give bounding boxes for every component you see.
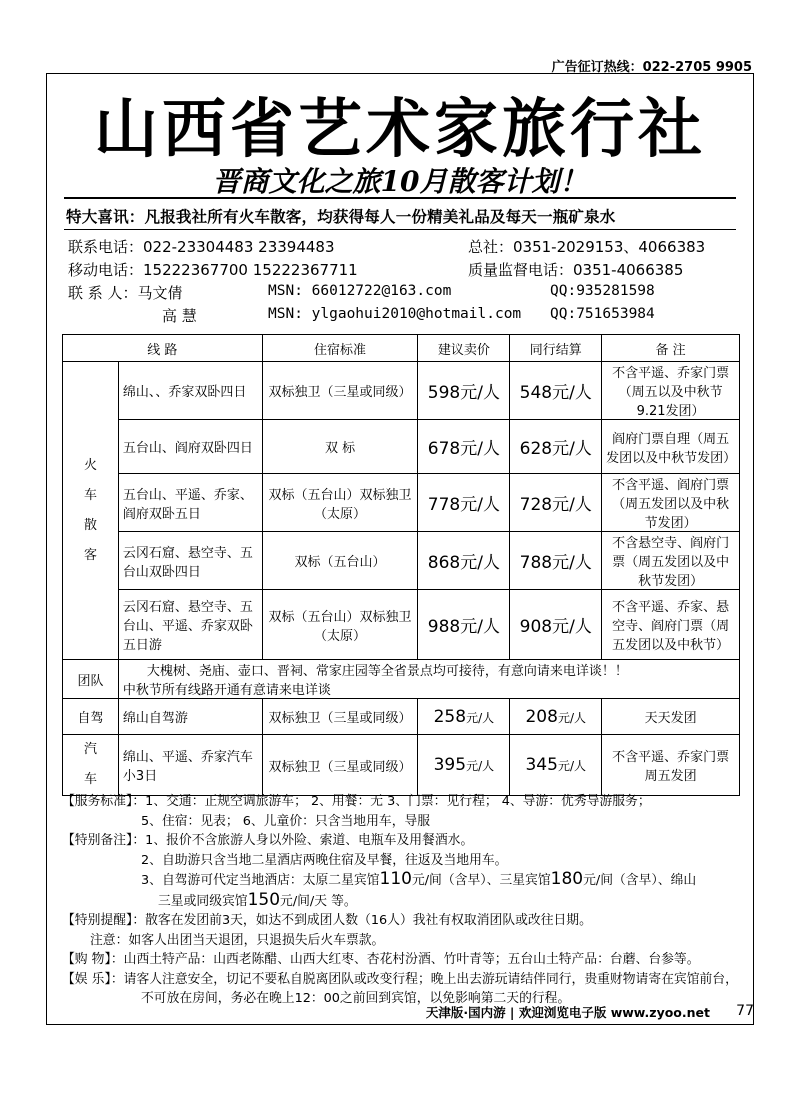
peer-cell: 908元/人 <box>510 590 602 660</box>
hotel-cell: 双标（五台山）双标独卫（太原） <box>262 590 418 660</box>
train-label: 火 车 散 客 <box>63 362 119 660</box>
note-cell: 阎府门票自理（周五发团以及中秋节发团） <box>602 420 740 474</box>
table-row <box>63 420 740 474</box>
special-note-2: 2、自助游只含当地二星酒店两晚住宿及早餐，往返及当地用车。 <box>141 852 508 868</box>
route-cell: 云冈石窟、悬空寺、五台山、平遥、乔家双卧五日游 <box>118 590 262 660</box>
route-cell: 绵山、平遥、乔家汽车小3日 <box>118 735 262 796</box>
route-cell: 云冈石窟、悬空寺、五台山双卧四日 <box>118 532 262 590</box>
price-cell: 678元/人 <box>418 420 510 474</box>
route-table <box>62 334 740 796</box>
footer-text: 天津版·国内游 | 欢迎浏览电子版 www.zyoo.net <box>425 1005 710 1020</box>
special-reminder-1: 【特别提醒】：散客在发团前3天，如达不到成团人数（16人）我社有权取消团队或改往日期。 <box>62 913 592 928</box>
header-route: 线 路 <box>63 335 263 362</box>
header-note: 备 注 <box>602 335 740 362</box>
table-header <box>63 335 740 362</box>
peer-cell: 728元/人 <box>510 474 602 532</box>
price-cell: 868元/人 <box>418 532 510 590</box>
self-drive-row <box>63 699 740 735</box>
group-text: 大槐树、尧庙、壶口、晋祠、常家庄园等全省景点均可接待，有意向请来电详谈！！ 中秋节所有线路开通有意请来电详谈 <box>118 660 739 699</box>
peer-cell: 208元/人 <box>510 699 602 735</box>
route-cell: 五台山、平遥、乔家、阎府双卧五日 <box>118 474 262 532</box>
price-cell: 778元/人 <box>418 474 510 532</box>
ad-hotline: 广告征订热线：022-2705 9905 <box>551 60 752 75</box>
page-number: 77 <box>736 1003 754 1019</box>
tour-subtitle: 晋商文化之旅10月散客计划！ <box>212 165 588 198</box>
divider <box>64 197 736 199</box>
price-cell: 598元/人 <box>418 362 510 420</box>
group-label: 团队 <box>63 660 119 699</box>
header-hotel: 住宿标准 <box>262 335 418 362</box>
group-row <box>63 660 740 699</box>
entertainment-note: 【娱 乐】：请客人注意安全，切记不要私自脱离团队或改变行程；晚上出去游玩请结伴同行，贵重财物请寄在宾馆前台，不可放在房间，务必在晚上12：00之前回到宾馆，以免影响第二天的行程。 <box>62 971 738 1006</box>
note-cell: 不含平遥、乔家门票周五发团 <box>602 735 740 796</box>
service-standard-1: 【服务标准】：1、交通：正规空调旅游车； 2、用餐：无 3、门票：见行程； 4、导游：优秀导游服务； <box>62 794 651 809</box>
price-cell: 988元/人 <box>418 590 510 660</box>
special-note-1: 【特别备注】：1、报价不含旅游人身以外险、索道、电瓶车及用餐酒水。 <box>62 833 474 848</box>
contact-msn-2: MSN: ylgaohui2010@hotmail.com <box>268 306 522 322</box>
contact-qq-2: QQ:751653984 <box>550 306 655 322</box>
note-cell: 不含平遥、阎府门票（周五发团以及中秋节发团） <box>602 474 740 532</box>
table-row <box>63 532 740 590</box>
note-cell: 天天发团 <box>602 699 740 735</box>
special-note-3: 3、自驾游可代定当地酒店：太原二星宾馆110元/间（含早）、三星宾馆180元/间（含早）、绵山 <box>141 869 697 889</box>
route-cell: 五台山、阎府双卧四日 <box>118 420 262 474</box>
contact-msn-1: MSN: 66012722@163.com <box>268 283 452 299</box>
note-cell: 不含平遥、乔家门票（周五以及中秋节9.21发团） <box>602 362 740 420</box>
contact-quality: 质量监督电话：0351-4066385 <box>468 261 684 279</box>
peer-cell: 628元/人 <box>510 420 602 474</box>
hotel-cell: 双 标 <box>262 420 418 474</box>
header-price: 建议卖价 <box>418 335 510 362</box>
contact-mobile: 移动电话：15222367700 15222367711 <box>68 261 358 279</box>
route-cell: 绵山自驾游 <box>118 699 262 735</box>
hotel-cell: 双标（五台山）双标独卫（太原） <box>262 474 418 532</box>
contact-hq: 总社：0351-2029153、4066383 <box>468 238 706 256</box>
divider <box>64 229 736 230</box>
shopping-note: 【购 物】：山西土特产品：山西老陈醋、山西大红枣、杏花村汾酒、竹叶青等；五台山土特产品：台蘑、台参等。 <box>62 952 700 967</box>
hotel-cell: 双标独卫（三星或同级） <box>262 699 418 735</box>
agency-title: 山西省艺术家旅行社 <box>94 92 706 167</box>
note-cell: 不含平遥、乔家、悬空寺、阎府门票（周五发团以及中秋节） <box>602 590 740 660</box>
table-row <box>63 362 740 420</box>
self-drive-label: 自驾 <box>63 699 119 735</box>
notes-section <box>62 792 742 1009</box>
contact-phone: 联系电话：022-23304483 23394483 <box>68 238 335 256</box>
hotel-cell: 双标独卫（三星或同级） <box>262 735 418 796</box>
price-cell: 395元/人 <box>418 735 510 796</box>
contact-person-2: 高 慧 <box>162 307 197 325</box>
table-row <box>63 590 740 660</box>
promo-banner: 特大喜讯：凡报我社所有火车散客，均获得每人一份精美礼品及每天一瓶矿泉水 <box>66 208 616 226</box>
bus-row <box>63 735 740 796</box>
note-cell: 不含悬空寺、阎府门票（周五发团以及中秋节发团） <box>602 532 740 590</box>
contact-qq-1: QQ:935281598 <box>550 283 655 299</box>
special-reminder-2: 注意：如客人出团当天退团，只退损失后火车票款。 <box>90 932 385 948</box>
peer-cell: 345元/人 <box>510 735 602 796</box>
service-standard-2: 5、住宿：见表； 6、儿童价：只含当地用车，导服 <box>141 813 431 829</box>
header-peer: 同行结算 <box>510 335 602 362</box>
special-note-3-cont: 三星或同级宾馆150元/间/天 等。 <box>158 889 357 910</box>
table-row <box>63 474 740 532</box>
price-cell: 258元/人 <box>418 699 510 735</box>
route-cell: 绵山、、乔家双卧四日 <box>118 362 262 420</box>
hotel-cell: 双标独卫（三星或同级） <box>262 362 418 420</box>
hotel-cell: 双标（五台山） <box>262 532 418 590</box>
peer-cell: 788元/人 <box>510 532 602 590</box>
bus-label: 汽 车 <box>63 735 119 796</box>
peer-cell: 548元/人 <box>510 362 602 420</box>
contact-person-1: 联 系 人：马文倩 <box>68 284 183 302</box>
